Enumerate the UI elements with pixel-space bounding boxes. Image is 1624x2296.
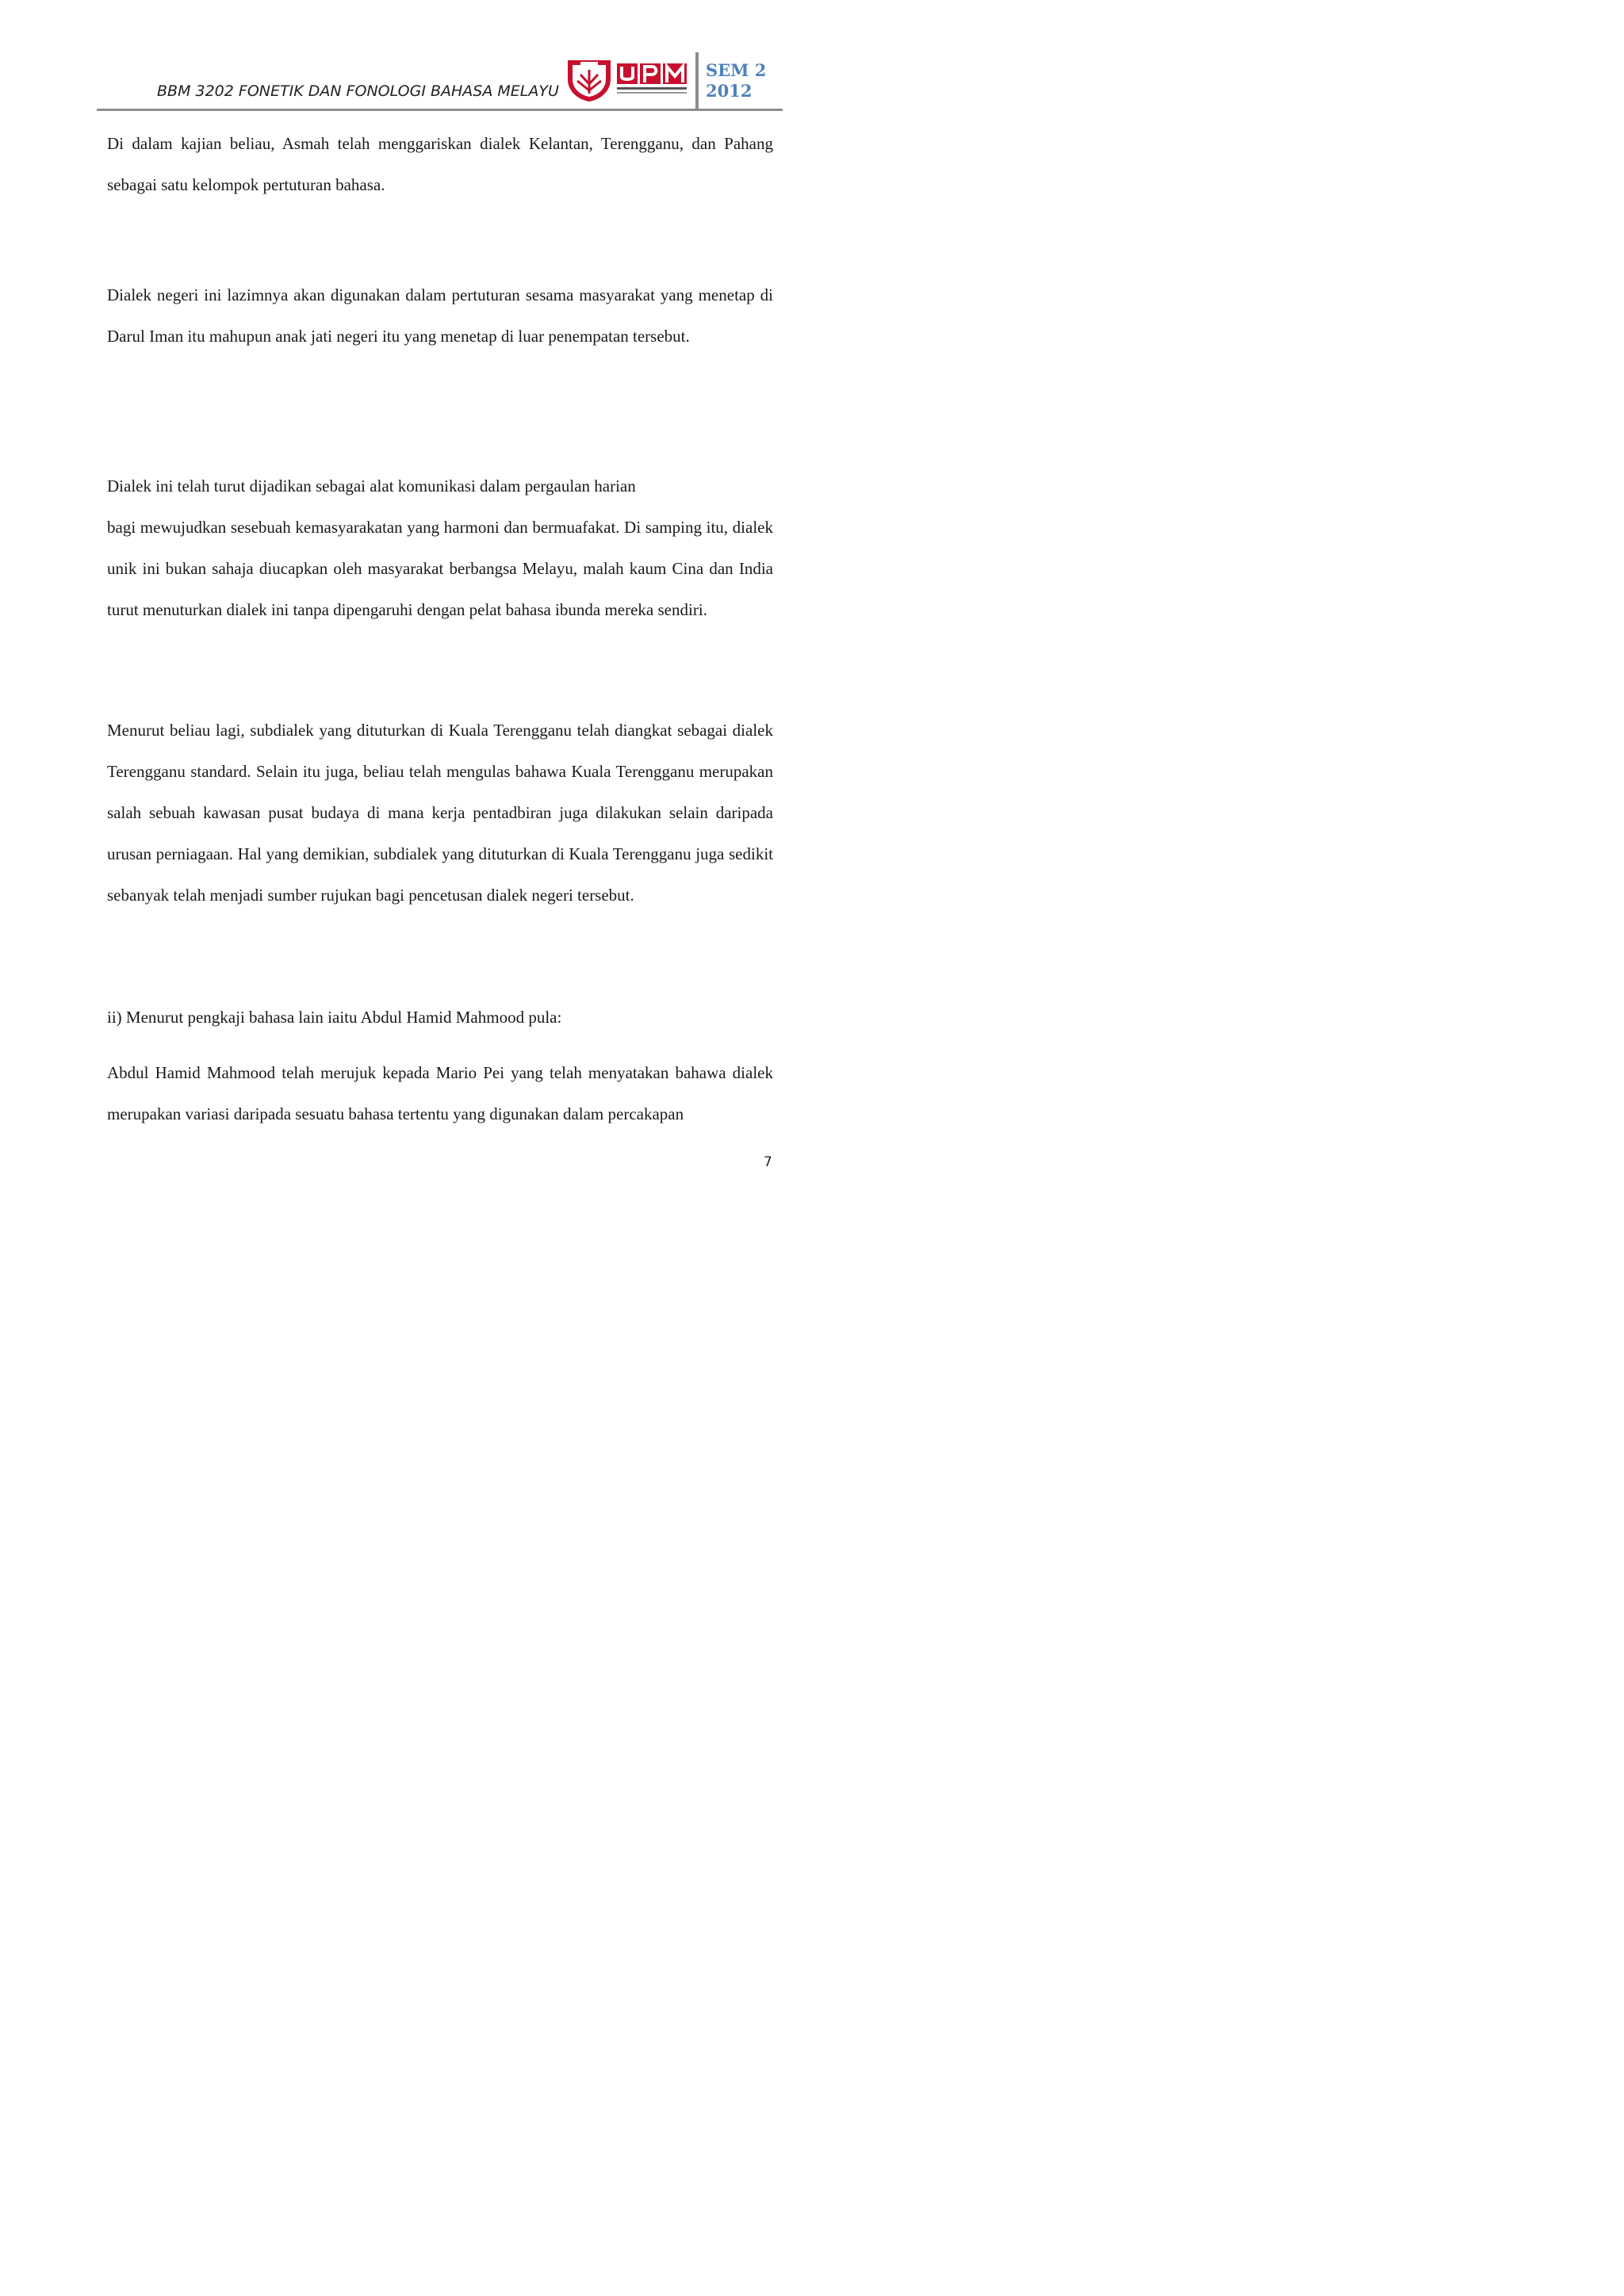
paragraph-7: Abdul Hamid Mahmood telah merujuk kepada Mario Pei yang telah menyatakan bahawa dialek merupakan variasi daripada sesuatu bahasa tertentu yang digunakan dalam percakapan — [107, 1063, 773, 1123]
upm-crest-icon — [568, 60, 611, 101]
page-number: 7 — [764, 1154, 772, 1170]
header-vertical-rule — [695, 52, 699, 109]
course-title: BBM 3202 FONETIK DAN FONOLOGI BAHASA MELAYU — [157, 82, 559, 100]
paragraph-2: Dialek negeri ini lazimnya akan digunakan dalam pertuturan sesama masyarakat yang menetap di Darul Iman itu mahupun anak jati negeri itu yang menetap di luar penempatan tersebut. — [107, 285, 773, 346]
paragraph-3: Dialek ini telah turut dijadikan sebagai alat komunikasi dalam pergaulan harian — [107, 476, 636, 496]
upm-wordmark — [617, 63, 687, 94]
paragraph-4: bagi mewujudkan sesebuah kemasyarakatan yang harmoni dan bermuafakat. Di samping itu, dialek unik ini bukan sahaja diucapkan oleh masyarakat berbangsa Melayu, malah kaum Cina dan India turut menuturkan dialek ini tanpa dipengaruhi dengan pelat bahasa ibunda mereka sendiri. — [107, 518, 773, 619]
paragraph-6-heading: ii) Menurut pengkaji bahasa lain iaitu Abdul Hamid Mahmood pula: — [107, 1008, 562, 1027]
paragraph-1: Di dalam kajian beliau, Asmah telah menggariskan dialek Kelantan, Terengganu, dan Pahang sebagai satu kelompok pertuturan bahasa. — [107, 134, 773, 194]
semester-term: SEM 2 — [706, 60, 767, 80]
semester-label — [706, 60, 766, 101]
semester-year: 2012 — [706, 81, 753, 101]
header-rule — [97, 109, 783, 111]
paragraph-5: Menurut beliau lagi, subdialek yang dituturkan di Kuala Terengganu telah diangkat sebagai dialek Terengganu standard. Selain itu juga, beliau telah mengulas bahawa Kuala Terengganu merupakan salah sebuah kawasan pusat budaya di mana kerja pentadbiran juga dilakukan selain daripada urusan perniagaan. Hal yang demikian, subdialek yang dituturkan di Kuala Terengganu juga sedikit sebanyak telah menjadi sumber rujukan bagi pencetusan dialek negeri tersebut. — [107, 721, 773, 905]
upm-logo — [565, 55, 691, 103]
